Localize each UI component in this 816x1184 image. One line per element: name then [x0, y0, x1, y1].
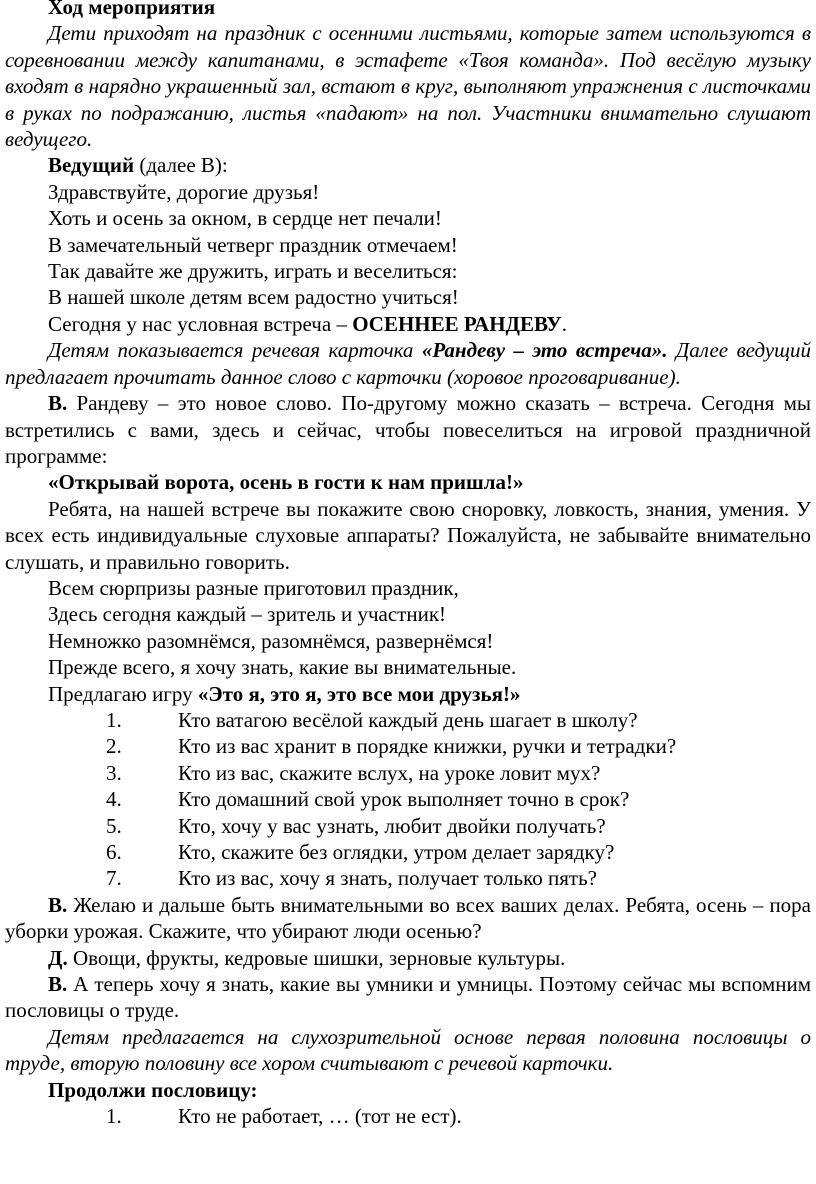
list-item [5, 786, 816, 812]
card-suffix: Далее ведущий предлагает прочитать данное слово с карточки (хоровое проговаривание). [5, 338, 811, 389]
item-text: Кто из вас, скажите вслух, на уроке ловит мух? [178, 760, 601, 785]
kids-paragraph: Ребята, на нашей встрече вы покажите свою сноровку, ловкость, знания, умения. У всех есть индивидуальные слуховые аппараты? Пожалуйста, не забывайте внимательно слушать, и правильно говорить. [5, 496, 811, 574]
host-intro [5, 152, 811, 178]
game-prefix: Предлагаю игру [48, 681, 198, 706]
surprise-poem [5, 575, 816, 681]
item-text: Кто ватагою весёлой каждый день шагает в школу? [178, 707, 638, 732]
item-number: 6. [106, 840, 122, 864]
meeting-title: ОСЕННЕЕ РАНДЕВУ [352, 311, 562, 336]
poem-line: Прежде всего, я хочу знать, какие вы внимательные. [48, 655, 517, 680]
item-number: 1. [106, 1104, 122, 1129]
list-item [5, 733, 816, 759]
item-number: 7. [106, 866, 122, 891]
item-text: Кто из вас, хочу я знать, получает только пять? [178, 866, 597, 891]
poem-line: Хоть и осень за окном, в сердце нет печали! [48, 206, 442, 231]
host-label: Ведущий [48, 153, 135, 178]
item-number: 3. [106, 760, 122, 785]
section-heading: Ход мероприятия [48, 0, 216, 19]
list-item [5, 707, 816, 733]
game-line [5, 681, 816, 707]
proverbs-text: А теперь хочу я знать, какие вы умники и умницы. Поэтому сейчас мы вспомним пословицы о труде. [5, 972, 811, 1023]
item-number: 4. [106, 787, 122, 812]
proverbs-paragraph [5, 971, 811, 1024]
proverbs-list [5, 1103, 816, 1129]
poem-line: Всем сюрпризы разные приготовил праздник, [48, 575, 459, 600]
item-text: Кто не работает, … (тот не ест). [178, 1104, 462, 1129]
list-item [5, 813, 816, 839]
card-prefix: Детям показывается речевая карточка [48, 338, 422, 363]
poem-line: Немножко разомнёмся, разомнёмся, развернёмся! [48, 628, 494, 653]
meeting-line [5, 311, 816, 337]
item-text: Кто, хочу у вас узнать, любит двойки получать? [178, 813, 606, 838]
rendezvous-paragraph [5, 390, 811, 469]
poem-line: Так давайте же дружить, играть и веселиться: [48, 259, 458, 284]
speaker-label: В. [48, 972, 68, 997]
item-text: Кто из вас хранит в порядке книжки, ручки и тетрадки? [178, 734, 677, 759]
list-item [5, 1103, 816, 1129]
proverbs-note: Детям предлагается на слухозрительной основе первая половина пословицы о труде, вторую половину все хором считывают с речевой карточки. [5, 1024, 811, 1076]
item-number: 5. [106, 813, 122, 838]
host-label-suffix: (далее В): [134, 153, 228, 178]
meeting-prefix: Сегодня у нас условная встреча – [48, 311, 353, 336]
card-paragraph [5, 337, 811, 390]
item-number: 1. [106, 707, 122, 732]
greeting-poem [5, 179, 816, 311]
program-title: «Открывай ворота, осень в гости к нам пришла!» [48, 470, 524, 495]
list-item [5, 839, 816, 865]
answer-paragraph [5, 945, 811, 971]
harvest-paragraph [5, 892, 811, 945]
poem-line: В замечательный четверг праздник отмечаем! [48, 232, 458, 257]
speaker-label: В. [48, 391, 68, 416]
harvest-text: Желаю и дальше быть внимательными во всех ваших делах. Ребята, осень – пора уборки урожая. Скажите, что убирают люди осенью? [5, 892, 811, 944]
answer-text: Овощи, фрукты, кедровые шишки, зерновые культуры. [67, 945, 566, 970]
item-text: Кто, скажите без оглядки, утром делает зарядку? [178, 840, 615, 864]
poem-line: В нашей школе детям всем радостно учиться! [48, 285, 459, 310]
rendezvous-text: Рандеву – это новое слово. По-другому можно сказать – встреча. Сегодня мы встретились с вами, здесь и сейчас, чтобы повеселиться на игровой праздничной программе: [5, 391, 811, 468]
list-item [5, 865, 816, 891]
meeting-suffix: . [561, 311, 567, 336]
intro-paragraph: Дети приходят на праздник с осенними листьями, которые затем используются в соревновании между капитанами, в эстафете «Твоя команда». Под весёлую музыку входят в нарядно украшенный зал, встают в круг, выполняют упражнения с листочками в руках по подражанию, листья «падают» на пол. Участники внимательно слушают ведущего. [5, 21, 811, 152]
game-title: «Это я, это я, это все мои друзья!» [197, 681, 521, 706]
card-title: «Рандеву – это встреча». [421, 338, 668, 363]
item-text: Кто домашний свой урок выполняет точно в срок? [178, 787, 630, 812]
item-number: 2. [106, 734, 122, 759]
speaker-label: В. [48, 892, 68, 917]
questions-list [5, 707, 816, 892]
poem-line: Здравствуйте, дорогие друзья! [48, 179, 320, 204]
proverbs-title: Продолжи пословицу: [48, 1077, 258, 1102]
children-label: Д. [48, 945, 68, 970]
poem-line: Здесь сегодня каждый – зритель и участник! [48, 602, 447, 627]
list-item [5, 760, 816, 786]
